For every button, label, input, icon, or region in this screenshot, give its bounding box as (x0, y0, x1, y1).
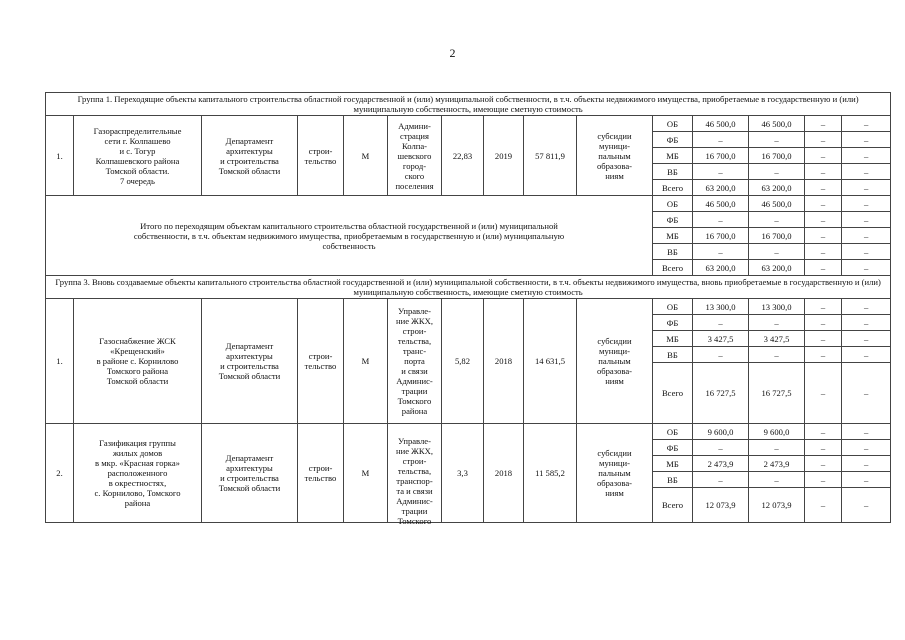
budget-year1: 9 600,0 (749, 424, 805, 440)
budget-year3: – (842, 148, 891, 164)
budget-label: Всего (653, 260, 693, 276)
budget-label: МБ (653, 228, 693, 244)
budget-year2: – (805, 244, 842, 260)
budget-year1: 46 500,0 (749, 196, 805, 212)
budget-year2: – (805, 132, 842, 148)
object-name: Газификация группы жилых домов в мкр. «Красная горка» расположенного в окрестностях, с. Корнилово, Томского района (74, 424, 202, 523)
budget-year1: 16 700,0 (749, 228, 805, 244)
table-row (46, 299, 891, 315)
budget-year3: – (842, 315, 891, 331)
budget-year1: 2 473,9 (749, 456, 805, 472)
budget-year2: – (805, 472, 842, 488)
budget-year2: – (805, 331, 842, 347)
budget-year1: 46 500,0 (749, 116, 805, 132)
budget-year3: – (842, 347, 891, 363)
budget-year2: – (805, 363, 842, 424)
budget-year3: – (842, 424, 891, 440)
capacity: 3,3 (442, 424, 484, 523)
budget-year1: – (749, 440, 805, 456)
row-number: 2. (46, 424, 74, 523)
budget-year3: – (842, 164, 891, 180)
budget-year1: 13 300,0 (749, 299, 805, 315)
year: 2018 (484, 299, 524, 424)
budget-total: 9 600,0 (693, 424, 749, 440)
budget-total: 16 700,0 (693, 228, 749, 244)
budget-year3: – (842, 228, 891, 244)
budget-label: ОБ (653, 116, 693, 132)
page-number: 2 (449, 46, 456, 60)
budget-label: ОБ (653, 196, 693, 212)
budget-year3: – (842, 456, 891, 472)
budget-year3: – (842, 472, 891, 488)
budget-year2: – (805, 424, 842, 440)
budget-total: 46 500,0 (693, 196, 749, 212)
budget-year2: – (805, 260, 842, 276)
budget-year2: – (805, 180, 842, 196)
budget-total: 16 727,5 (693, 363, 749, 424)
budget-year1: – (749, 347, 805, 363)
customer: Департамент архитектуры и строительства Томской области (202, 424, 298, 523)
budget-label: ВБ (653, 244, 693, 260)
table-row (46, 424, 891, 440)
customer: Департамент архитектуры и строительства Томской области (202, 299, 298, 424)
budget-year3: – (842, 299, 891, 315)
budget-label: ФБ (653, 440, 693, 456)
ownership-level: М (344, 116, 388, 196)
budget-year1: – (749, 164, 805, 180)
work-type: строи- тельство (298, 116, 344, 196)
budget-label: ОБ (653, 424, 693, 440)
group3-header-row (46, 276, 891, 299)
budget-label: ФБ (653, 315, 693, 331)
budget-year3: – (842, 440, 891, 456)
budget-total: 63 200,0 (693, 260, 749, 276)
budget-total: 16 700,0 (693, 148, 749, 164)
budget-year2: – (805, 116, 842, 132)
budget-year3: – (842, 116, 891, 132)
budget-year1: 63 200,0 (749, 180, 805, 196)
subtotal-row (46, 196, 891, 212)
budget-year3: – (842, 212, 891, 228)
financing-form: субсидии муници- пальным образова- ниям (577, 116, 653, 196)
budget-year1: – (749, 212, 805, 228)
budget-year2: – (805, 456, 842, 472)
budget-label: Всего (653, 363, 693, 424)
object-name: Газораспределительные сети г. Колпашево и с. Тогур Колпашевского района Томской области. 7 очередь (74, 116, 202, 196)
budget-year2: – (805, 164, 842, 180)
budget-label: МБ (653, 456, 693, 472)
capital-construction-table (45, 92, 891, 526)
budget-label: ВБ (653, 164, 693, 180)
budget-year2: – (805, 488, 842, 523)
budget-year3: – (842, 132, 891, 148)
financing-form: субсидии муници- пальным образова- ниям (577, 299, 653, 424)
budget-year2: – (805, 228, 842, 244)
budget-label: ОБ (653, 299, 693, 315)
budget-total: – (693, 440, 749, 456)
work-type: строи- тельство (298, 299, 344, 424)
work-type: строи- тельство (298, 424, 344, 523)
year: 2018 (484, 424, 524, 523)
budget-year3: – (842, 260, 891, 276)
budget-year3: – (842, 331, 891, 347)
budget-label: Всего (653, 488, 693, 523)
budget-year1: – (749, 472, 805, 488)
estimated-cost: 11 585,2 (524, 424, 577, 523)
budget-year2: – (805, 315, 842, 331)
budget-total: – (693, 132, 749, 148)
subtotal-text: Итого по переходящим объектам капитального строительства областной государственной и (или) муниципальной собственности, в т.ч. объектам недвижимого имущества, приобретаемым в государственную и (или) муниципальную собственность (46, 196, 653, 276)
budget-label: ВБ (653, 472, 693, 488)
budget-total: 3 427,5 (693, 331, 749, 347)
budget-label: Всего (653, 180, 693, 196)
budget-year2: – (805, 347, 842, 363)
capacity: 5,82 (442, 299, 484, 424)
budget-year2: – (805, 196, 842, 212)
budget-total: 12 073,9 (693, 488, 749, 523)
executor: Управле- ние ЖКХ, строи- тельства, транспор- та и связи Админис- трации Томского (388, 424, 442, 523)
budget-total: – (693, 347, 749, 363)
customer: Департамент архитектуры и строительства Томской области (202, 116, 298, 196)
budget-year3: – (842, 244, 891, 260)
budget-year3: – (842, 363, 891, 424)
budget-year1: – (749, 315, 805, 331)
table-row (46, 116, 891, 132)
row-number: 1. (46, 299, 74, 424)
budget-year2: – (805, 440, 842, 456)
budget-total: 13 300,0 (693, 299, 749, 315)
budget-total: 2 473,9 (693, 456, 749, 472)
budget-year1: – (749, 244, 805, 260)
budget-total: – (693, 244, 749, 260)
budget-label: ФБ (653, 212, 693, 228)
budget-year1: 63 200,0 (749, 260, 805, 276)
ownership-level: М (344, 424, 388, 523)
budget-year2: – (805, 148, 842, 164)
estimated-cost: 14 631,5 (524, 299, 577, 424)
budget-year1: 3 427,5 (749, 331, 805, 347)
budget-year3: – (842, 180, 891, 196)
budget-total: 46 500,0 (693, 116, 749, 132)
budget-year1: 12 073,9 (749, 488, 805, 523)
budget-total: – (693, 315, 749, 331)
budget-total: – (693, 472, 749, 488)
budget-year1: – (749, 132, 805, 148)
budget-label: ВБ (653, 347, 693, 363)
executor: Управле- ние ЖКХ, строи- тельства, транс- порта и связи Админис- трации Томского района (388, 299, 442, 424)
budget-year2: – (805, 299, 842, 315)
group3-title: Группа 3. Вновь создаваемые объекты капитального строительства областной государственной и (или) муниципальной собственности, в т.ч. объекты недвижимого имущества, вновь приобретаемые в государственную и (или) муниципальную собственность, имеющие сметную стоимость (46, 276, 891, 299)
budget-year3: – (842, 196, 891, 212)
row-number: 1. (46, 116, 74, 196)
budget-total: – (693, 164, 749, 180)
budget-year3: – (842, 488, 891, 523)
budget-label: МБ (653, 331, 693, 347)
budget-total: – (693, 212, 749, 228)
budget-label: МБ (653, 148, 693, 164)
object-name: Газоснабжение ЖСК «Крещенский» в районе с. Корнилово Томского района Томской области (74, 299, 202, 424)
budget-total: 63 200,0 (693, 180, 749, 196)
budget-label: ФБ (653, 132, 693, 148)
budget-year1: 16 727,5 (749, 363, 805, 424)
estimated-cost: 57 811,9 (524, 116, 577, 196)
executor: Админи- страция Колпа- шевского город- ского поселения (388, 116, 442, 196)
financing-form: субсидии муници- пальным образова- ниям (577, 424, 653, 523)
budget-year1: 16 700,0 (749, 148, 805, 164)
year: 2019 (484, 116, 524, 196)
group1-title: Группа 1. Переходящие объекты капитального строительства областной государственной и (или) муниципальной собственности, в т.ч. объекты недвижимого имущества, приобретаемые в государственную и (или) муниципальную собственность, имеющие сметную стоимость (46, 93, 891, 116)
ownership-level: М (344, 299, 388, 424)
budget-year2: – (805, 212, 842, 228)
group1-header-row (46, 93, 891, 116)
capacity: 22,83 (442, 116, 484, 196)
